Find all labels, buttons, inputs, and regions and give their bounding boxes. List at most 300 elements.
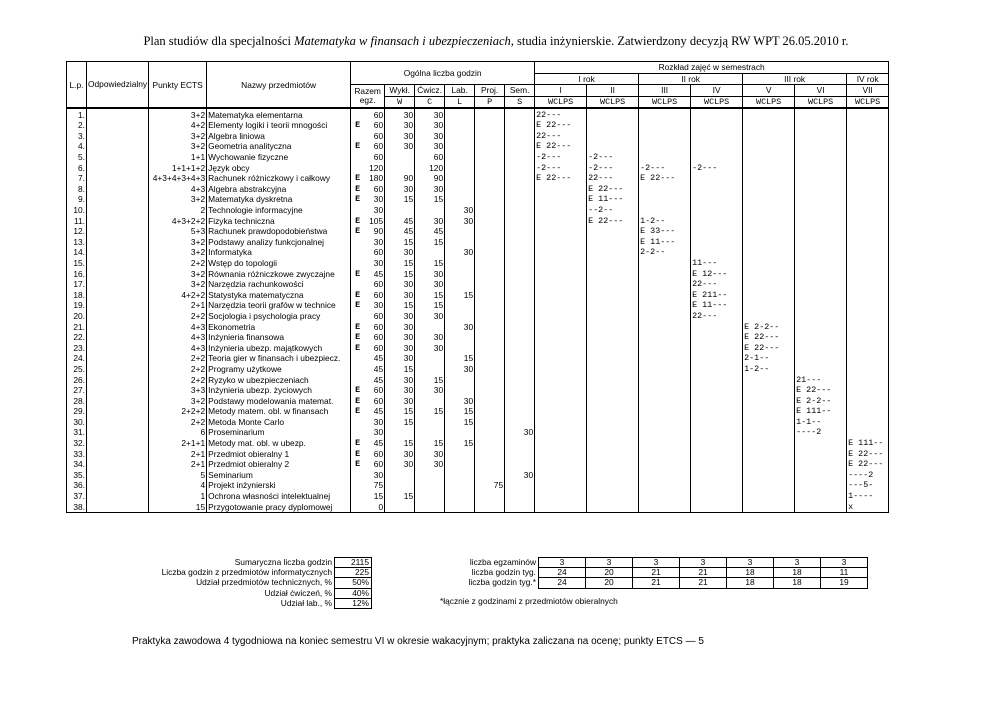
razem-value: 60: [373, 321, 384, 332]
semester-5-cell: [743, 108, 795, 120]
semester-2-cell: [587, 364, 639, 375]
title-part-1: Plan studiów dla specjalności: [143, 34, 295, 48]
hours-w-cell: 30: [385, 289, 415, 300]
odpowiedzialny-cell: [87, 131, 149, 142]
odpowiedzialny-cell: [87, 205, 149, 216]
semester-4-cell: [691, 353, 743, 364]
odpowiedzialny-cell: [87, 501, 149, 512]
razem-cell: [351, 427, 385, 438]
hours-w-cell: 15: [385, 417, 415, 428]
semester-7-cell: [847, 321, 889, 332]
hours-s-cell: [505, 417, 535, 428]
semester-1-cell: E 22---: [535, 141, 587, 152]
hours-s-cell: [505, 162, 535, 173]
lp-cell: 7.: [67, 173, 87, 184]
summary-value: 2115: [335, 558, 372, 568]
semester-2-cell: [587, 395, 639, 406]
exam-marker: E: [355, 438, 361, 449]
hours-l-cell: [445, 152, 475, 163]
lp-cell: 37.: [67, 491, 87, 502]
hours-l-cell: 15: [445, 438, 475, 449]
semester-4-cell: [691, 141, 743, 152]
semester-6-cell: [795, 173, 847, 184]
semester-1-cell: -2---: [535, 162, 587, 173]
hours-p-cell: 75: [475, 480, 505, 491]
semester-1-cell: [535, 470, 587, 481]
hours-s-cell: [505, 108, 535, 120]
semester-6-cell: [795, 279, 847, 290]
semester-3-cell: [639, 438, 691, 449]
lp-cell: 2.: [67, 120, 87, 131]
hours-p-cell: [475, 215, 505, 226]
odpowiedzialny-cell: [87, 385, 149, 396]
table-row: [67, 470, 889, 481]
subject-name-cell: Fizyka techniczna: [207, 215, 351, 226]
summary-row: [150, 598, 372, 608]
subject-name-cell: Matematyka dyskretna: [207, 194, 351, 205]
hours-l-cell: [445, 108, 475, 120]
lp-cell: 28.: [67, 395, 87, 406]
hours-w-cell: 45: [385, 226, 415, 237]
razem-value: 180: [369, 173, 384, 184]
hours-c-cell: [415, 247, 445, 258]
summary-row: [150, 588, 372, 598]
lp-cell: 14.: [67, 247, 87, 258]
semester-5-cell: [743, 289, 795, 300]
semester-2-cell: [587, 289, 639, 300]
semester-6-cell: [795, 332, 847, 343]
semester-5-cell: E 22---: [743, 342, 795, 353]
subject-name-cell: Teoria gier w finansach i ubezpiecz.: [207, 353, 351, 364]
semester-4-cell: [691, 459, 743, 470]
semester-5-cell: [743, 226, 795, 237]
summary-label: Udział ćwiczeń, %: [264, 587, 332, 598]
subject-name-cell: Inżynieria finansowa: [207, 332, 351, 343]
semester-5-cell: [743, 162, 795, 173]
semester-5-cell: [743, 184, 795, 195]
table-row: [67, 279, 889, 290]
wclps-2: WCLPS: [587, 96, 639, 108]
subject-name-cell: Ekonometria: [207, 321, 351, 332]
hours-l-cell: [445, 448, 475, 459]
hours-w-cell: 30: [385, 374, 415, 385]
semester-6-cell: [795, 205, 847, 216]
hours-p-cell: [475, 501, 505, 512]
hours-l-cell: [445, 385, 475, 396]
razem-value: 30: [373, 300, 384, 311]
odpowiedzialny-cell: [87, 342, 149, 353]
exam-marker: E: [355, 183, 361, 194]
hours-l-cell: [445, 480, 475, 491]
table-row: [67, 162, 889, 173]
hours-s-cell: [505, 438, 535, 449]
semester-1-cell: [535, 448, 587, 459]
semester-3-cell: [639, 406, 691, 417]
semester-4-cell: 11---: [691, 258, 743, 269]
semester-4-cell: [691, 108, 743, 120]
hours-c-cell: 15: [415, 300, 445, 311]
razem-cell: [351, 152, 385, 163]
hours-l-cell: [445, 131, 475, 142]
razem-value: 75: [373, 480, 384, 491]
lp-cell: 24.: [67, 353, 87, 364]
semester-6-cell: [795, 184, 847, 195]
exam-marker: E: [355, 141, 361, 152]
ects-cell: 3+2: [149, 194, 207, 205]
lp-cell: 3.: [67, 131, 87, 142]
razem-cell: [351, 374, 385, 385]
hours-w-cell: [385, 427, 415, 438]
exam-marker: E: [355, 268, 361, 279]
razem-value: 60: [373, 279, 384, 290]
razem-value: 45: [373, 374, 384, 385]
hours-p-cell: [475, 162, 505, 173]
semester-4-cell: [691, 364, 743, 375]
hours-c-cell: [415, 491, 445, 502]
semester-7-cell: E 22---: [847, 459, 889, 470]
semester-5-cell: E 22---: [743, 332, 795, 343]
hours-c-cell: 15: [415, 289, 445, 300]
razem-header: Razem egz.: [351, 85, 385, 109]
semester-5-cell: [743, 279, 795, 290]
table-row: [67, 108, 889, 120]
semester-2-cell: [587, 108, 639, 120]
footnote: *łącznie z godzinami z przedmiotów obieralnych: [440, 596, 618, 606]
exam-marker: E: [355, 289, 361, 300]
hours-l-cell: [445, 141, 475, 152]
semester-5-cell: [743, 395, 795, 406]
lp-cell: 32.: [67, 438, 87, 449]
razem-cell: [351, 501, 385, 512]
hours-s-cell: [505, 247, 535, 258]
semester-3-cell: [639, 152, 691, 163]
razem-cell: [351, 162, 385, 173]
table-row: [67, 480, 889, 491]
odpowiedzialny-cell: [87, 108, 149, 120]
table-row: [67, 438, 889, 449]
razem-value: 30: [373, 194, 384, 205]
exam-marker: E: [355, 448, 361, 459]
exams-label: liczba godzin tyg.: [471, 567, 536, 578]
hours-l-cell: [445, 162, 475, 173]
lp-cell: 31.: [67, 427, 87, 438]
hours-s-cell: [505, 385, 535, 396]
hours-w-cell: 15: [385, 406, 415, 417]
semester-6-cell: ----2: [795, 427, 847, 438]
hours-s-cell: [505, 131, 535, 142]
hours-l-cell: 30: [445, 205, 475, 216]
hours-c-cell: [415, 364, 445, 375]
semester-5-cell: [743, 173, 795, 184]
semester-5-cell: [743, 374, 795, 385]
hours-w-cell: 30: [385, 141, 415, 152]
hours-p-cell: [475, 141, 505, 152]
semester-5-cell: 2-1--: [743, 353, 795, 364]
hours-l-cell: [445, 470, 475, 481]
hours-l-cell: 30: [445, 247, 475, 258]
odpowiedzialny-cell: [87, 152, 149, 163]
lp-cell: 8.: [67, 184, 87, 195]
ects-cell: 1: [149, 491, 207, 502]
razem-value: 30: [373, 469, 384, 480]
lp-cell: 11.: [67, 215, 87, 226]
table-row: [67, 247, 889, 258]
lp-cell: 22.: [67, 332, 87, 343]
semester-7-cell: [847, 268, 889, 279]
semester-3-cell: [639, 311, 691, 322]
hours-w-cell: [385, 470, 415, 481]
razem-value: 15: [373, 491, 384, 502]
semester-7-cell: [847, 194, 889, 205]
hours-w-cell: 45: [385, 215, 415, 226]
hours-s-cell: [505, 459, 535, 470]
subject-name-cell: Ochrona własności intelektualnej: [207, 491, 351, 502]
semester-6-cell: [795, 131, 847, 142]
semester-2-cell: E 11---: [587, 194, 639, 205]
study-plan-table: [66, 61, 889, 513]
semester-1-cell: [535, 480, 587, 491]
razem-cell: [351, 385, 385, 396]
semester-4-cell: E 211--: [691, 289, 743, 300]
ects-cell: 3+2: [149, 108, 207, 120]
subject-name-cell: Ryzyko w ubezpieczeniach: [207, 374, 351, 385]
subject-name-cell: Przygotowanie pracy dyplomowej: [207, 501, 351, 512]
semester-3-cell: [639, 108, 691, 120]
exams-value-sem-3: 3: [633, 558, 680, 568]
subject-name-cell: Statystyka matematyczna: [207, 289, 351, 300]
semester-7-cell: [847, 279, 889, 290]
hours-l-cell: [445, 268, 475, 279]
semester-5-cell: [743, 268, 795, 279]
razem-cell: [351, 300, 385, 311]
lp-cell: 36.: [67, 480, 87, 491]
semester-2-cell: [587, 470, 639, 481]
hours-w-cell: 30: [385, 279, 415, 290]
odpowiedzialny-cell: [87, 374, 149, 385]
razem-cell: [351, 258, 385, 269]
subject-name-cell: Technologie informacyjne: [207, 205, 351, 216]
semester-4-cell: [691, 237, 743, 248]
semester-6-cell: [795, 501, 847, 512]
semestr-2-header: II: [587, 85, 639, 97]
razem-value: 60: [373, 342, 384, 353]
wykl-header: Wykł.: [385, 85, 415, 97]
ects-cell: 2+2: [149, 364, 207, 375]
semester-2-cell: [587, 237, 639, 248]
semester-6-cell: E 22---: [795, 385, 847, 396]
lp-cell: 1.: [67, 108, 87, 120]
ogolna-header: Ogólna liczba godzin: [351, 62, 535, 85]
hours-p-cell: [475, 237, 505, 248]
hours-w-cell: [385, 152, 415, 163]
semester-5-cell: [743, 215, 795, 226]
lp-cell: 33.: [67, 448, 87, 459]
semester-2-cell: [587, 141, 639, 152]
razem-value: 90: [373, 226, 384, 237]
lp-cell: 34.: [67, 459, 87, 470]
razem-cell: [351, 459, 385, 470]
hours-s-cell: 30: [505, 427, 535, 438]
hours-s-cell: [505, 501, 535, 512]
subject-name-cell: Metody mat. obl. w ubezp.: [207, 438, 351, 449]
exams-value-sem-2: 3: [586, 558, 633, 568]
subject-name-cell: Geometria analityczna: [207, 141, 351, 152]
semester-5-cell: [743, 131, 795, 142]
razem-cell: [351, 448, 385, 459]
ects-cell: 3+2: [149, 268, 207, 279]
exams-value-sem-7: 3: [821, 558, 868, 568]
razem-cell: [351, 364, 385, 375]
subject-name-cell: Elementy logiki i teorii mnogości: [207, 120, 351, 131]
hours-l-cell: [445, 226, 475, 237]
semester-2-cell: [587, 417, 639, 428]
razem-value: 60: [373, 152, 384, 163]
subject-name-cell: Narzędzia rachunkowości: [207, 279, 351, 290]
semester-7-cell: [847, 162, 889, 173]
semester-2-cell: [587, 321, 639, 332]
cwicz-code: C: [415, 96, 445, 108]
ects-cell: 4+3: [149, 332, 207, 343]
subject-name-cell: Socjologia i psychologia pracy: [207, 311, 351, 322]
razem-cell: [351, 215, 385, 226]
razem-cell: [351, 268, 385, 279]
semester-7-cell: [847, 406, 889, 417]
razem-value: 60: [373, 120, 384, 131]
odpowiedzialny-cell: [87, 237, 149, 248]
hours-l-cell: [445, 258, 475, 269]
hours-c-cell: 30: [415, 120, 445, 131]
table-row: [67, 448, 889, 459]
semester-7-cell: [847, 395, 889, 406]
table-row: [67, 184, 889, 195]
ects-cell: 2+1: [149, 300, 207, 311]
semester-2-cell: [587, 501, 639, 512]
table-row: [67, 364, 889, 375]
semester-2-cell: E 22---: [587, 184, 639, 195]
semester-6-cell: [795, 300, 847, 311]
odpowiedzialny-cell: [87, 332, 149, 343]
semester-7-cell: [847, 184, 889, 195]
odpowiedzialny-cell: [87, 311, 149, 322]
hours-c-cell: 90: [415, 173, 445, 184]
table-row: [67, 395, 889, 406]
rok-4-header: IV rok: [847, 73, 889, 85]
semester-1-cell: [535, 321, 587, 332]
semester-5-cell: [743, 300, 795, 311]
exam-marker: E: [355, 406, 361, 417]
semester-3-cell: [639, 258, 691, 269]
razem-cell: [351, 438, 385, 449]
semester-1-cell: [535, 215, 587, 226]
lp-cell: 5.: [67, 152, 87, 163]
table-row: [67, 427, 889, 438]
hours-w-cell: [385, 205, 415, 216]
hours-l-cell: [445, 427, 475, 438]
hours-p-cell: [475, 289, 505, 300]
hours-w-cell: 15: [385, 491, 415, 502]
hours-p-cell: [475, 332, 505, 343]
odpowiedzialny-cell: [87, 300, 149, 311]
wclps-3: WCLPS: [639, 96, 691, 108]
semester-1-cell: [535, 501, 587, 512]
semester-6-cell: [795, 438, 847, 449]
lp-cell: 10.: [67, 205, 87, 216]
hours-p-cell: [475, 353, 505, 364]
rozklad-header: Rozkład zajęć w semestrach: [535, 62, 889, 74]
razem-value: 60: [373, 109, 384, 120]
hours-p-cell: [475, 205, 505, 216]
odpowiedzialny-cell: [87, 321, 149, 332]
semester-6-cell: [795, 364, 847, 375]
razem-value: 45: [373, 438, 384, 449]
hours-w-cell: 30: [385, 184, 415, 195]
subject-name-cell: Inżynieria ubezp. życiowych: [207, 385, 351, 396]
hours-c-cell: 15: [415, 438, 445, 449]
hours-c-cell: 15: [415, 258, 445, 269]
semester-7-cell: [847, 300, 889, 311]
hours-l-cell: 15: [445, 406, 475, 417]
hours-l-cell: 15: [445, 417, 475, 428]
semester-4-cell: E 11---: [691, 300, 743, 311]
hours-p-cell: [475, 448, 505, 459]
hours-c-cell: [415, 395, 445, 406]
hours-c-cell: 120: [415, 162, 445, 173]
hours-s-cell: [505, 448, 535, 459]
semester-6-cell: [795, 152, 847, 163]
semester-3-cell: [639, 332, 691, 343]
hours-s-cell: [505, 311, 535, 322]
table-row: [67, 417, 889, 428]
hours-p-cell: [475, 279, 505, 290]
ects-cell: 4: [149, 480, 207, 491]
razem-value: 60: [373, 141, 384, 152]
semester-5-cell: [743, 501, 795, 512]
lp-cell: 4.: [67, 141, 87, 152]
exams-label: liczba godzin tyg.*: [468, 577, 536, 588]
table-row: [67, 300, 889, 311]
exams-value-sem-3: 21: [633, 568, 680, 578]
semester-1-cell: [535, 417, 587, 428]
summary-value: 225: [335, 568, 372, 578]
semester-6-cell: [795, 480, 847, 491]
table-row: [67, 226, 889, 237]
ects-cell: 4+3+4+3+4+3: [149, 173, 207, 184]
col-ects-header: Punkty ECTS: [149, 62, 207, 109]
semester-3-cell: [639, 427, 691, 438]
semester-4-cell: [691, 332, 743, 343]
semester-7-cell: [847, 427, 889, 438]
semester-1-cell: [535, 332, 587, 343]
odpowiedzialny-cell: [87, 459, 149, 470]
ects-cell: 4+3: [149, 342, 207, 353]
subject-name-cell: Równania różniczkowe zwyczajne: [207, 268, 351, 279]
semester-7-cell: [847, 226, 889, 237]
semester-2-cell: [587, 438, 639, 449]
semester-3-cell: [639, 417, 691, 428]
lab-header: Lab.: [445, 85, 475, 97]
semester-4-cell: [691, 194, 743, 205]
wclps-5: WCLPS: [743, 96, 795, 108]
lp-cell: 21.: [67, 321, 87, 332]
table-row: [67, 268, 889, 279]
razem-value: 60: [373, 459, 384, 470]
hours-s-cell: [505, 300, 535, 311]
semester-2-cell: --2--: [587, 205, 639, 216]
razem-value: 60: [373, 310, 384, 321]
ects-cell: 2+2: [149, 311, 207, 322]
hours-w-cell: 30: [385, 342, 415, 353]
semester-6-cell: [795, 268, 847, 279]
